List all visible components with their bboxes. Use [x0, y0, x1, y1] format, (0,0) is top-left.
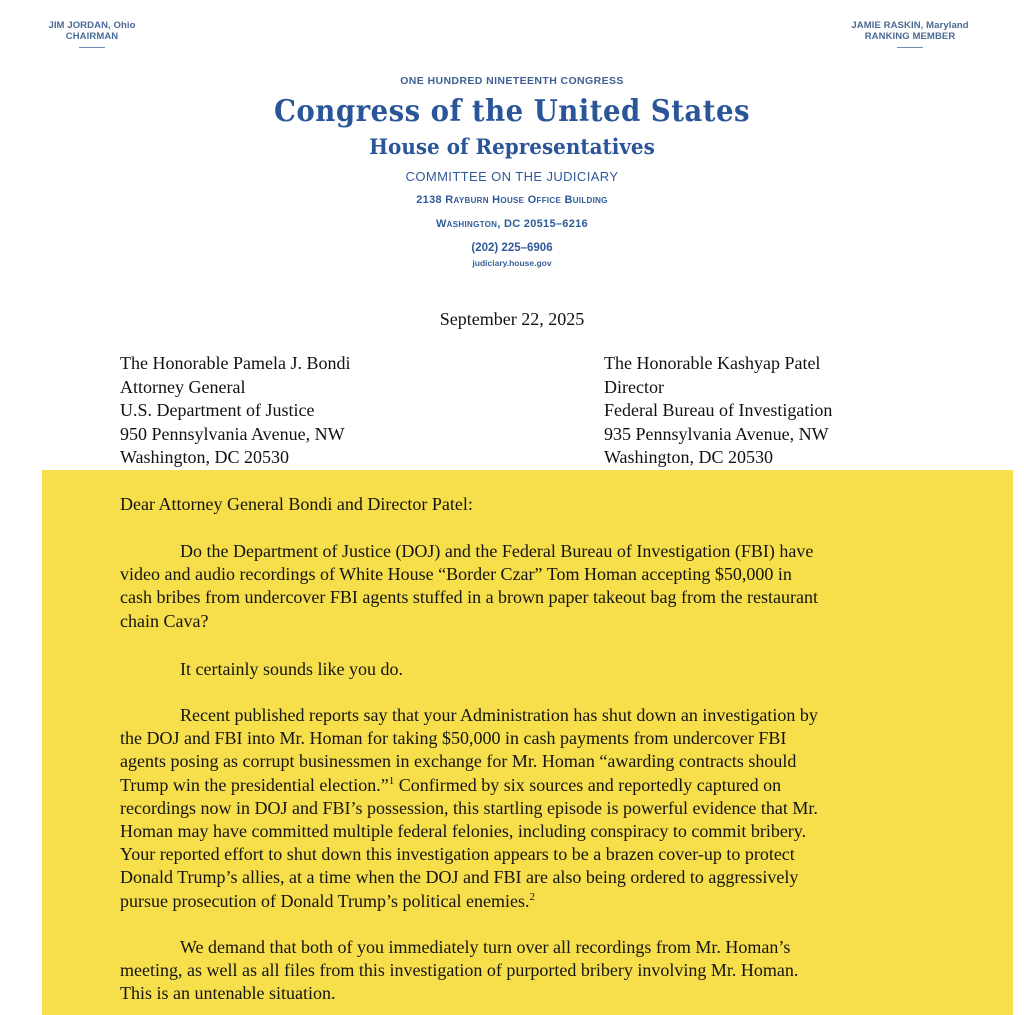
paragraph-line: This is an untenable situation.: [120, 983, 336, 1004]
paragraph-line: chain Cava?: [120, 610, 209, 631]
office-address-line-2: Washington, DC 20515–6216: [436, 218, 588, 230]
paragraph-line: We demand that both of you immediately turn over all recordings from Mr. Homan’s: [180, 937, 791, 957]
paragraph-line: [120, 890, 910, 913]
office-address-line-1: 2138 Rayburn House Office Building: [416, 194, 608, 206]
committee-website: judiciary.house.gov: [472, 258, 552, 268]
ranking-member-name: JAMIE RASKIN, Maryland: [851, 20, 969, 31]
recipient-organization: U.S. Department of Justice: [120, 400, 315, 420]
body-paragraph: [120, 540, 910, 633]
body-paragraph: [120, 704, 910, 913]
body-paragraph: [120, 936, 910, 1006]
chairman-name: JIM JORDAN, Ohio: [48, 20, 136, 31]
footnote-marker[interactable]: 1: [388, 774, 395, 787]
congress-number: ONE HUNDRED NINETEENTH CONGRESS: [400, 75, 624, 87]
letterhead-subtitle: House of Representatives: [369, 134, 655, 159]
paragraph-line: agents posing as corrupt businessmen in exchange for Mr. Homan “awarding contracts should: [120, 751, 797, 772]
paragraph-line: the DOJ and FBI into Mr. Homan for taking $50,000 in cash payments from undercover FBI: [120, 728, 787, 749]
recipient-title: Director: [604, 376, 664, 397]
recipient-name: The Honorable Pamela J. Bondi: [120, 353, 351, 373]
chairman-divider: [79, 47, 105, 48]
footnote-marker[interactable]: 2: [529, 890, 535, 903]
recipient-city: Washington, DC 20530: [120, 447, 290, 467]
body-paragraph: [120, 658, 910, 681]
paragraph-line: [120, 774, 910, 797]
chairman-title: CHAIRMAN: [65, 31, 119, 42]
recipient-city: Washington, DC 20530: [604, 447, 774, 467]
paragraph-line: cash bribes from undercover FBI agents stuffed in a brown paper takeout bag from the restaurant: [120, 587, 818, 608]
ranking-member-title: RANKING MEMBER: [864, 31, 956, 42]
paragraph-text: Confirmed by six sources and reportedly captured on: [394, 774, 782, 795]
letter-date: September 22, 2025: [439, 309, 585, 329]
chairman-block: [40, 20, 144, 48]
paragraph-line: It certainly sounds like you do.: [180, 659, 403, 679]
paragraph-text: Trump win the presidential election.”: [120, 774, 389, 795]
recipient-street: 950 Pennsylvania Avenue, NW: [120, 423, 345, 444]
paragraph-line: meeting, as well as all files from this investigation of purported bribery involving Mr. Homan.: [120, 960, 799, 981]
recipient-street: 935 Pennsylvania Avenue, NW: [604, 423, 829, 444]
paragraph-line: Donald Trump’s allies, at a time when the DOJ and FBI are also being ordered to aggressively: [120, 867, 799, 888]
ranking-member-divider: [897, 47, 923, 48]
office-phone: (202) 225–6906: [471, 242, 553, 254]
recipient-name: The Honorable Kashyap Patel: [604, 353, 821, 373]
ranking-member-block: [840, 20, 980, 48]
paragraph-line: Recent published reports say that your Administration has shut down an investigation by: [180, 705, 818, 725]
paragraph-line: video and audio recordings of White House “Border Czar” Tom Homan accepting $50,000 in: [120, 564, 792, 585]
salutation: Dear Attorney General Bondi and Director Patel:: [120, 494, 473, 514]
recipient-organization: Federal Bureau of Investigation: [604, 400, 833, 420]
paragraph-line: Do the Department of Justice (DOJ) and the Federal Bureau of Investigation (FBI) have: [180, 541, 814, 561]
paragraph-line: Your reported effort to shut down this investigation appears to be a brazen cover-up to protect: [120, 844, 795, 865]
recipient-address-block: [120, 352, 350, 470]
letterhead-title: Congress of the United States: [273, 94, 750, 129]
recipient-title: Attorney General: [120, 376, 246, 397]
committee-name: COMMITTEE ON THE JUDICIARY: [405, 169, 619, 184]
paragraph-text: pursue prosecution of Donald Trump’s political enemies.: [120, 890, 530, 911]
recipient-address-block: [604, 352, 832, 470]
paragraph-line: recordings now in DOJ and FBI’s possession, this startling episode is powerful evidence that Mr.: [120, 797, 818, 818]
paragraph-line: Homan may have committed multiple federal felonies, including conspiracy to commit bribery.: [120, 821, 807, 842]
